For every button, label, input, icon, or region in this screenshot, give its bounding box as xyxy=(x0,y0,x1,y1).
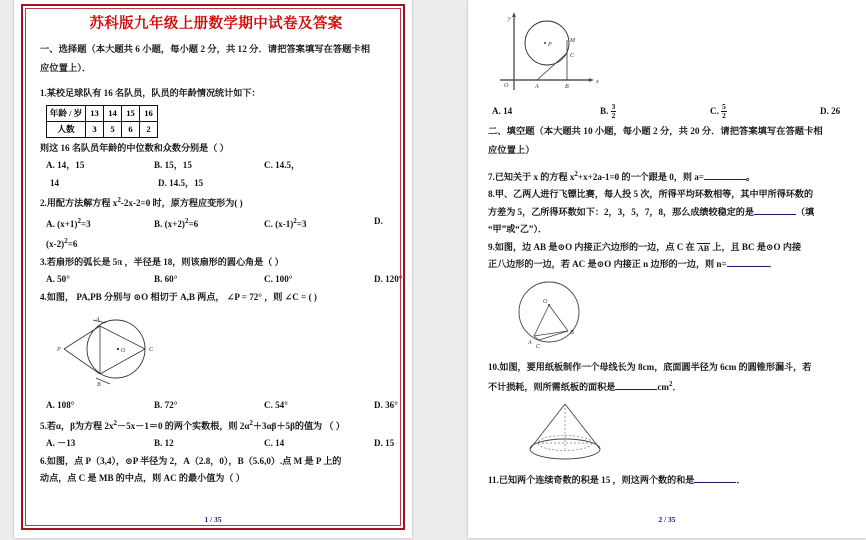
question-6-option-b-fraction xyxy=(611,103,617,120)
question-9-line-1 xyxy=(488,239,852,257)
question-8-line-2-part-b: （填 xyxy=(796,206,815,217)
svg-text:x: x xyxy=(596,79,599,85)
question-6-option-c xyxy=(710,103,820,121)
question-9-line-2-part-a: 正八边形的一边，若 AC 是⊙O 内接正 n 边形的一边，则 n= xyxy=(488,259,727,270)
question-2-option-c xyxy=(264,213,374,234)
page-2-content xyxy=(488,6,852,528)
page-1-content xyxy=(40,10,403,528)
table-cell-age-4: 16 xyxy=(140,105,158,121)
svg-text:O: O xyxy=(543,298,548,305)
question-2-option-a-exponent: 2 xyxy=(77,216,81,225)
question-6-option-b-label: B. xyxy=(600,106,609,116)
question-1-option-b: B. 15，15 xyxy=(154,160,192,170)
question-2-option-a-part-a: A. (x+1) xyxy=(46,218,78,229)
question-2-stem-exponent: 2 xyxy=(117,196,121,204)
question-1-question: 则这 16 名队员年龄的中位数和众数分别是（ ） xyxy=(40,142,229,153)
question-5-stem-part-b: －5x－1＝0 的两个实数根，则 2α xyxy=(117,420,250,431)
question-8-answer-blank xyxy=(754,214,796,215)
question-5-option-c: C. 14 xyxy=(264,438,285,449)
svg-text:A: A xyxy=(528,339,532,346)
question-6-option-c-label: C. xyxy=(710,106,719,116)
table-cell-age-1: 13 xyxy=(86,105,104,121)
question-7-exponent: 2 xyxy=(574,169,578,178)
question-2-option-a xyxy=(46,213,154,234)
question-6-option-b-numerator: 3 xyxy=(611,102,616,112)
question-8-line-2 xyxy=(488,204,852,222)
question-3-stem: 3.若扇形的弧长是 5π ，半径是 18，则该扇形的圆心角是（ ） xyxy=(40,256,284,267)
table-row xyxy=(47,121,158,137)
question-10-figure xyxy=(518,399,852,470)
svg-text:P: P xyxy=(57,347,61,354)
question-7-part-a: 7.已知关于 x 的方程 x xyxy=(488,171,575,182)
question-2-stem xyxy=(40,192,392,213)
question-3-option-d: D. 120° xyxy=(374,274,403,285)
question-4-option-b: B. 72° xyxy=(154,400,178,411)
svg-text:C: C xyxy=(149,347,154,354)
svg-text:M: M xyxy=(570,38,575,44)
question-2-option-a-part-b: =3 xyxy=(80,218,91,229)
page-2-footer: 2 / 35 xyxy=(658,515,676,524)
question-10-line-1: 10.如图，要用纸板制作一个母线长为 8cm，底面圆半径为 6cm 的圆锥形漏斗，若 xyxy=(488,361,812,372)
question-3-options xyxy=(40,271,403,289)
question-5-option-d: D. 15 xyxy=(374,438,395,449)
question-11-answer-blank xyxy=(694,482,736,483)
question-4-options xyxy=(40,397,398,415)
page-title: 苏科版九年级上册数学期中试卷及答案 xyxy=(89,15,343,32)
question-11-stem xyxy=(488,472,852,490)
question-2-option-d-exponent: 2 xyxy=(64,237,68,246)
question-1-option-c: C. 14.5， xyxy=(264,160,301,170)
question-6-option-c-denominator: 2 xyxy=(722,111,726,121)
question-2-option-c-exponent: 2 xyxy=(293,216,297,225)
question-2-option-b-exponent: 2 xyxy=(184,216,189,225)
question-1-option-c-cont: 14 xyxy=(50,177,60,188)
question-1-stem: 1.某校足球队有 16 名队员，队员的年龄情况统计如下： xyxy=(40,88,261,98)
question-2-stem-part-a: 2.用配方法解方程 x xyxy=(40,198,118,209)
question-6-option-b xyxy=(600,103,710,121)
question-9-figure xyxy=(506,276,852,357)
question-1-options-row-2 xyxy=(40,175,392,193)
question-6-stem-line-2: 动点，点 C 是 MB 的中点，则 AC 的最小值为（ ） xyxy=(40,473,245,484)
question-5-stem-part-c: ＋3αβ＋5β的值为 （ ） xyxy=(252,420,345,431)
svg-text:y: y xyxy=(508,16,511,22)
question-4-stem: 4.如图， PA,PB 分别与 ⊙O 相切于 A,B 两点， ∠P = 72° ，则 ∠C = ( ) xyxy=(40,291,317,302)
table-cell-age-2: 14 xyxy=(104,105,122,121)
section-2-heading-line-1: 二、填空题（本大题共 10 小题，每小题 2 分，共 20 分．请把答案填写在答题卡相 xyxy=(488,126,823,137)
document-page-1 xyxy=(14,0,412,538)
question-1-options-row-1 xyxy=(40,157,392,175)
question-2-option-b-part-a: B. (x+2) xyxy=(154,218,185,229)
table-cell-age-label: 年龄 / 岁 xyxy=(47,105,86,121)
table-cell-count-4: 2 xyxy=(140,121,158,137)
question-2-options-row-1 xyxy=(40,213,392,234)
question-6-figure xyxy=(492,8,852,101)
question-9-line-1-part-a: 9.如图，边 AB 是⊙O 内接正六边形的一边，点 C 在 xyxy=(488,241,695,252)
section-1-heading-line-2: 应位置上）． xyxy=(40,64,92,74)
question-7-answer-blank xyxy=(704,179,746,180)
question-4-option-a: A. 108° xyxy=(46,400,75,411)
question-2-stem-part-b: -2x-2=0 时，原方程应变形为( ) xyxy=(120,198,243,209)
svg-text:O: O xyxy=(121,348,126,355)
table-cell-count-2: 5 xyxy=(104,121,122,137)
svg-text:A: A xyxy=(535,84,539,90)
table-cell-count-3: 6 xyxy=(122,121,140,137)
page-1-footer: 1 / 35 xyxy=(204,515,222,524)
question-2-option-b xyxy=(154,213,264,234)
question-5-stem-exponent-2: 2 xyxy=(249,418,253,427)
question-1-option-a: A. 14，15 xyxy=(46,160,85,170)
question-6-option-c-numerator: 5 xyxy=(722,102,726,112)
question-8-line-3: “甲”或“乙”）． xyxy=(488,224,548,235)
question-10-line-2-part-b: cm xyxy=(657,382,669,393)
question-5-option-b: B. 12 xyxy=(154,438,174,449)
question-9-line-1-part-b: 上，且 BC 是⊙O 内接 xyxy=(712,241,802,252)
question-9-inscribed-polygon-diagram xyxy=(506,276,592,352)
svg-text:A: A xyxy=(96,317,100,324)
section-1-heading-line-1: 一、选择题（本大题共 6 小题，每小题 2 分，共 12 分．请把答案填写在答题卡相 xyxy=(40,45,371,55)
question-4-figure xyxy=(44,308,392,395)
svg-text:B: B xyxy=(97,382,101,389)
question-9-line-2-part-b: ． xyxy=(768,259,778,270)
question-2-option-c-part-b: =3 xyxy=(296,218,307,229)
svg-text:P: P xyxy=(548,42,552,48)
question-8-line-2-part-a: 方差为 5，乙所得环数如下：2，3，5，7，8，那么成绩较稳定的是 xyxy=(488,206,754,217)
question-4-circle-tangent-diagram xyxy=(44,308,194,390)
question-10-line-2-part-c: ． xyxy=(672,382,682,393)
question-10-line-2 xyxy=(488,376,852,397)
question-3-option-c: C. 100° xyxy=(264,274,293,285)
question-10-answer-blank xyxy=(615,389,657,390)
question-1-data-table xyxy=(46,105,158,138)
question-5-option-a: A. －13 xyxy=(46,438,76,449)
document-page-2 xyxy=(468,0,866,538)
question-1-option-d: D. 14.5，15 xyxy=(158,177,204,188)
section-2-heading-line-2: 应位置上） xyxy=(488,145,535,156)
table-cell-age-3: 15 xyxy=(122,105,140,121)
question-4-option-c: C. 54° xyxy=(264,400,288,411)
svg-text:C: C xyxy=(570,53,575,59)
question-9-line-2 xyxy=(488,256,852,274)
question-9-arc-ab: AB xyxy=(697,243,710,253)
question-8-line-1: 8.甲、乙两人进行飞镖比赛，每人投 5 次，所得平均环数相等，其中甲所得环数的 xyxy=(488,189,814,200)
question-6-option-b-denominator: 2 xyxy=(611,111,616,121)
question-5-stem-exponent-1: 2 xyxy=(113,418,118,427)
table-cell-count-label: 人数 xyxy=(47,121,86,137)
question-7-part-c: 。 xyxy=(745,171,756,182)
svg-text:B: B xyxy=(570,329,574,336)
table-cell-count-1: 3 xyxy=(86,121,104,137)
question-7-stem xyxy=(488,166,852,187)
question-2-option-d-label: D. xyxy=(374,215,383,226)
question-2-option-c-part-a: C. (x-1) xyxy=(264,218,294,229)
question-11-part-b: ． xyxy=(736,474,746,485)
question-6-option-d: D. 26 xyxy=(820,106,841,116)
question-2-options-row-2 xyxy=(40,233,392,254)
question-6-option-a: A. 14 xyxy=(492,106,513,116)
question-3-option-a: A. 50° xyxy=(46,274,70,285)
question-2-option-d-part-b: =6 xyxy=(67,239,78,250)
svg-text:B: B xyxy=(565,84,569,90)
question-10-cone-diagram xyxy=(518,399,613,465)
svg-text:C: C xyxy=(536,343,541,350)
question-10-line-2-part-a: 不计损耗，则所需纸板的面积是 xyxy=(488,382,616,393)
question-5-stem-part-a: 5.若α，β为方程 2x xyxy=(40,420,114,431)
question-9-answer-blank xyxy=(727,266,769,267)
table-row xyxy=(47,105,158,121)
question-6-coordinate-circle-diagram xyxy=(492,8,632,96)
question-2-option-b-part-b: =6 xyxy=(188,218,199,229)
svg-text:O: O xyxy=(504,83,509,89)
question-6-options xyxy=(488,103,852,121)
question-6-stem-line-1: 6.如图，点 P（3,4），⊙P 半径为 2，A（2.8，0），B（5.6,0）.点 M 是 P 上的 xyxy=(40,455,342,466)
question-2-option-d-part-a: (x-2) xyxy=(46,239,65,250)
question-6-option-c-fraction xyxy=(721,103,727,120)
question-5-options xyxy=(40,435,395,453)
question-2-option-d-body xyxy=(46,233,77,254)
question-5-stem xyxy=(40,415,392,436)
question-11-part-a: 11.已知两个连续奇数的积是 15 ，则这两个数的和是 xyxy=(488,474,695,485)
question-4-option-d: D. 36° xyxy=(374,400,398,411)
question-3-option-b: B. 60° xyxy=(154,274,178,285)
question-10-unit-exponent: 2 xyxy=(668,380,673,389)
question-7-part-b: +x+2a-1=0 的一个跟是 0，则 a= xyxy=(577,171,704,182)
